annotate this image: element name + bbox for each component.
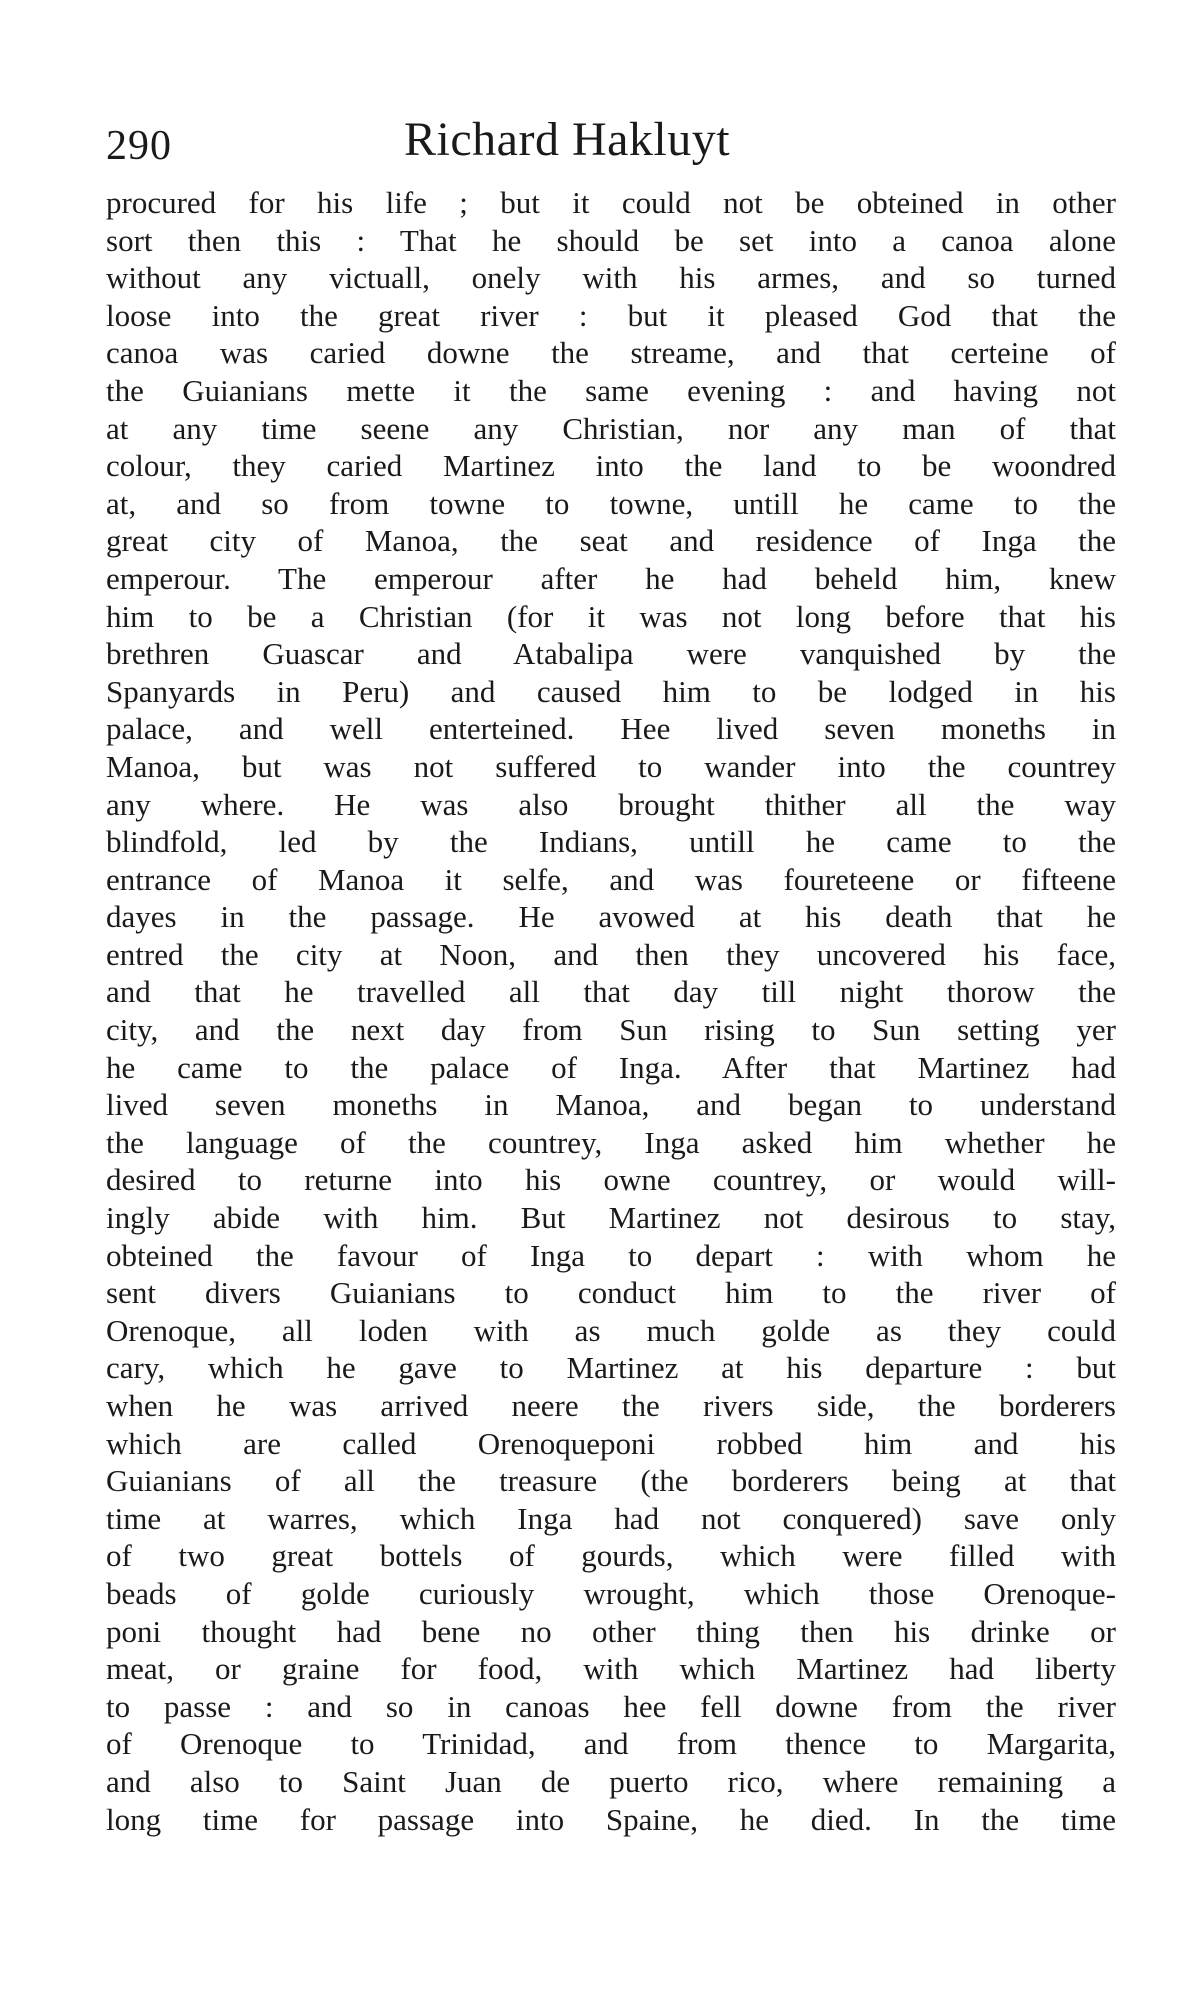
text-line: the Guianians mette it the same evening : and having not <box>106 372 1116 408</box>
text-line: colour, they caried Martinez into the land to be woondred <box>106 448 1116 484</box>
text-line: Spanyards in Peru) and caused him to be lodged in his <box>106 673 1116 709</box>
text-line: beads of golde curiously wrought, which those Orenoque- <box>106 1575 1116 1611</box>
text-line: cary, which he gave to Martinez at his departure : but <box>106 1350 1116 1386</box>
text-line: entrance of Manoa it selfe, and was foureteene or fifteene <box>106 861 1116 897</box>
text-line: sort then this : That he should be set into a canoa alone <box>106 222 1116 258</box>
text-line: time at warres, which Inga had not conquered) save only <box>106 1500 1116 1536</box>
text-line: great city of Manoa, the seat and residence of Inga the <box>106 523 1116 559</box>
text-line: meat, or graine for food, with which Martinez had liberty <box>106 1651 1116 1687</box>
text-line: city, and the next day from Sun rising to Sun setting yer <box>106 1012 1116 1048</box>
text-line: which are called Orenoqueponi robbed him and his <box>106 1425 1116 1461</box>
text-line: blindfold, led by the Indians, untill he came to the <box>106 824 1116 860</box>
text-line: emperour. The emperour after he had beheld him, knew <box>106 560 1116 596</box>
text-line: brethren Guascar and Atabalipa were vanquished by the <box>106 636 1116 672</box>
text-line: when he was arrived neere the rivers side, the borderers <box>106 1388 1116 1423</box>
text-line: dayes in the passage. He avowed at his death that he <box>106 899 1116 935</box>
body-text <box>106 184 1116 1838</box>
text-line: the language of the countrey, Inga asked him whether he <box>106 1124 1116 1160</box>
text-line: Guianians of all the treasure (the borderers being at that <box>106 1463 1116 1499</box>
text-line: of Orenoque to Trinidad, and from thence to Margarita, <box>106 1726 1116 1762</box>
text-line: entred the city at Noon, and then they uncovered his face, <box>106 936 1116 972</box>
text-line: to passe : and so in canoas hee fell downe from the river <box>106 1688 1116 1724</box>
text-line: of two great bottels of gourds, which were filled with <box>106 1538 1116 1574</box>
text-line: lived seven moneths in Manoa, and began to understand <box>106 1087 1116 1123</box>
text-line: obteined the favour of Inga to depart : with whom he <box>106 1237 1116 1273</box>
page-number: 290 <box>106 123 172 169</box>
text-line: at, and so from towne to towne, untill he came to the <box>106 485 1116 521</box>
text-line: poni thought had bene no other thing then his drinke or <box>106 1613 1116 1649</box>
text-line: at any time seene any Christian, nor any man of that <box>106 410 1116 446</box>
text-line: any where. He was also brought thither all the way <box>106 786 1116 822</box>
text-line: and also to Saint Juan de puerto rico, where remaining a <box>106 1763 1116 1799</box>
text-line: loose into the great river : but it pleased God that the <box>106 297 1116 333</box>
text-line: desired to returne into his owne countrey, or would will- <box>106 1162 1116 1198</box>
running-title: Richard Hakluyt <box>404 113 731 166</box>
text-line: and that he travelled all that day till night thorow the <box>106 974 1116 1010</box>
text-line: sent divers Guianians to conduct him to the river of <box>106 1275 1116 1311</box>
page-header <box>106 108 1116 178</box>
text-line: him to be a Christian (for it was not long before that his <box>106 598 1116 634</box>
text-line: procured for his life ; but it could not be obteined in other <box>106 185 1116 220</box>
text-line: ingly abide with him. But Martinez not desirous to stay, <box>106 1200 1116 1236</box>
text-line: Orenoque, all loden with as much golde as they could <box>106 1312 1116 1348</box>
text-line: canoa was caried downe the streame, and that certeine of <box>106 335 1116 371</box>
text-line: he came to the palace of Inga. After that Martinez had <box>106 1049 1116 1085</box>
text-line: Manoa, but was not suffered to wander into the countrey <box>106 748 1116 784</box>
text-line: long time for passage into Spaine, he died. In the time <box>106 1801 1116 1837</box>
text-line: palace, and well enterteined. Hee lived seven moneths in <box>106 711 1116 747</box>
text-line: without any victuall, onely with his armes, and so turned <box>106 260 1116 296</box>
